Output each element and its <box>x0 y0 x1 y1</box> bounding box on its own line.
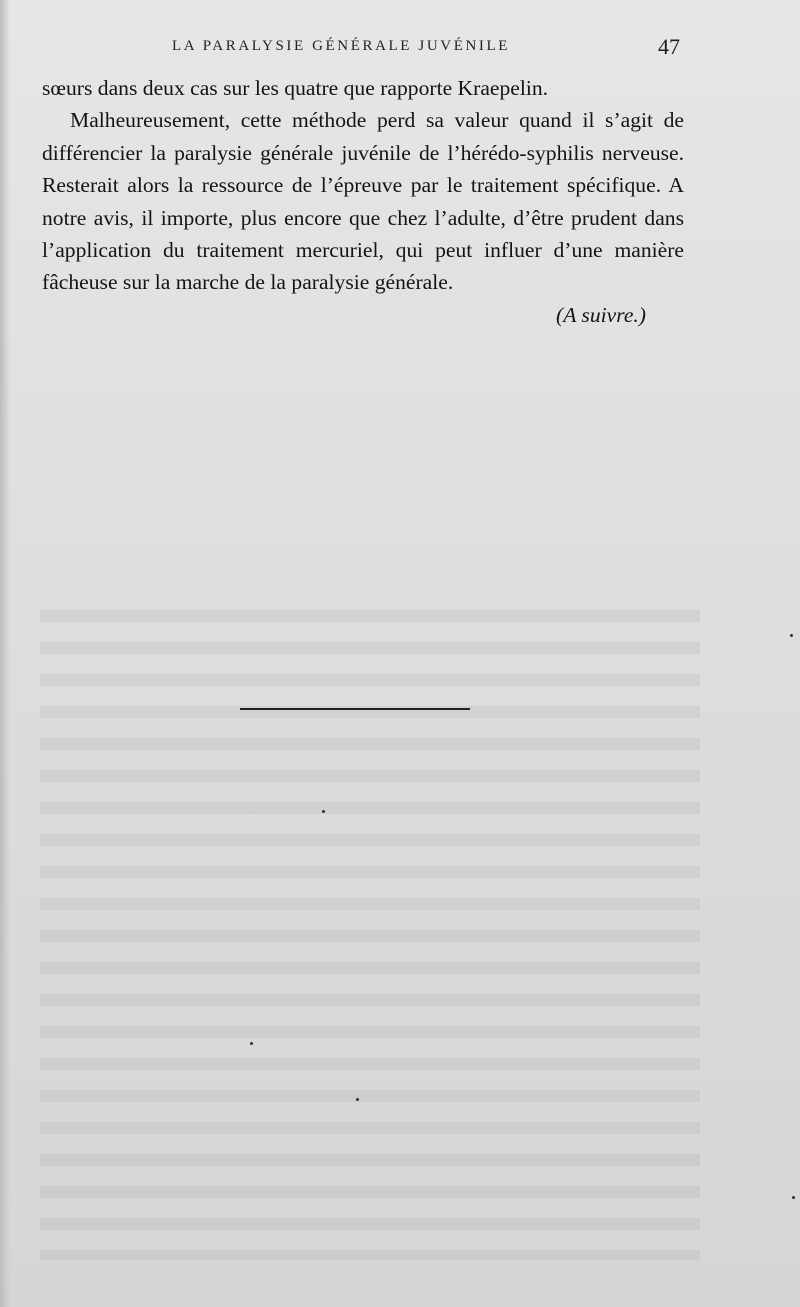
body-text <box>42 72 684 331</box>
speck <box>790 634 793 637</box>
paragraph: Malheureusement, cette méthode perd sa valeur quand il s’agit de différencier la paralysie générale juvénile de l’hérédo-syphilis nerveuse. Resterait alors la ressource de l’épreuve par le traitement spécifique. A notre avis, il importe, plus encore que chez l’adulte, d’être prudent dans l’application du traitement mercuriel, qui peut influer d’une manière fâcheuse sur la marche de la paralysie générale. <box>42 108 684 295</box>
speck <box>792 1196 795 1199</box>
running-head <box>40 34 680 64</box>
to-be-continued-note: (A suivre.) <box>556 302 646 327</box>
speck <box>356 1098 359 1101</box>
speck <box>250 1042 253 1045</box>
running-title: LA PARALYSIE GÉNÉRALE JUVÉNILE <box>172 38 511 54</box>
page-number: 47 <box>658 34 680 59</box>
paragraph-continuation: sœurs dans deux cas sur les quatre que rapporte Kraepelin. <box>42 76 549 100</box>
section-end-rule <box>240 708 470 710</box>
show-through-texture <box>40 600 700 1260</box>
speck <box>322 810 325 813</box>
page-edge-shadow <box>0 0 10 1307</box>
